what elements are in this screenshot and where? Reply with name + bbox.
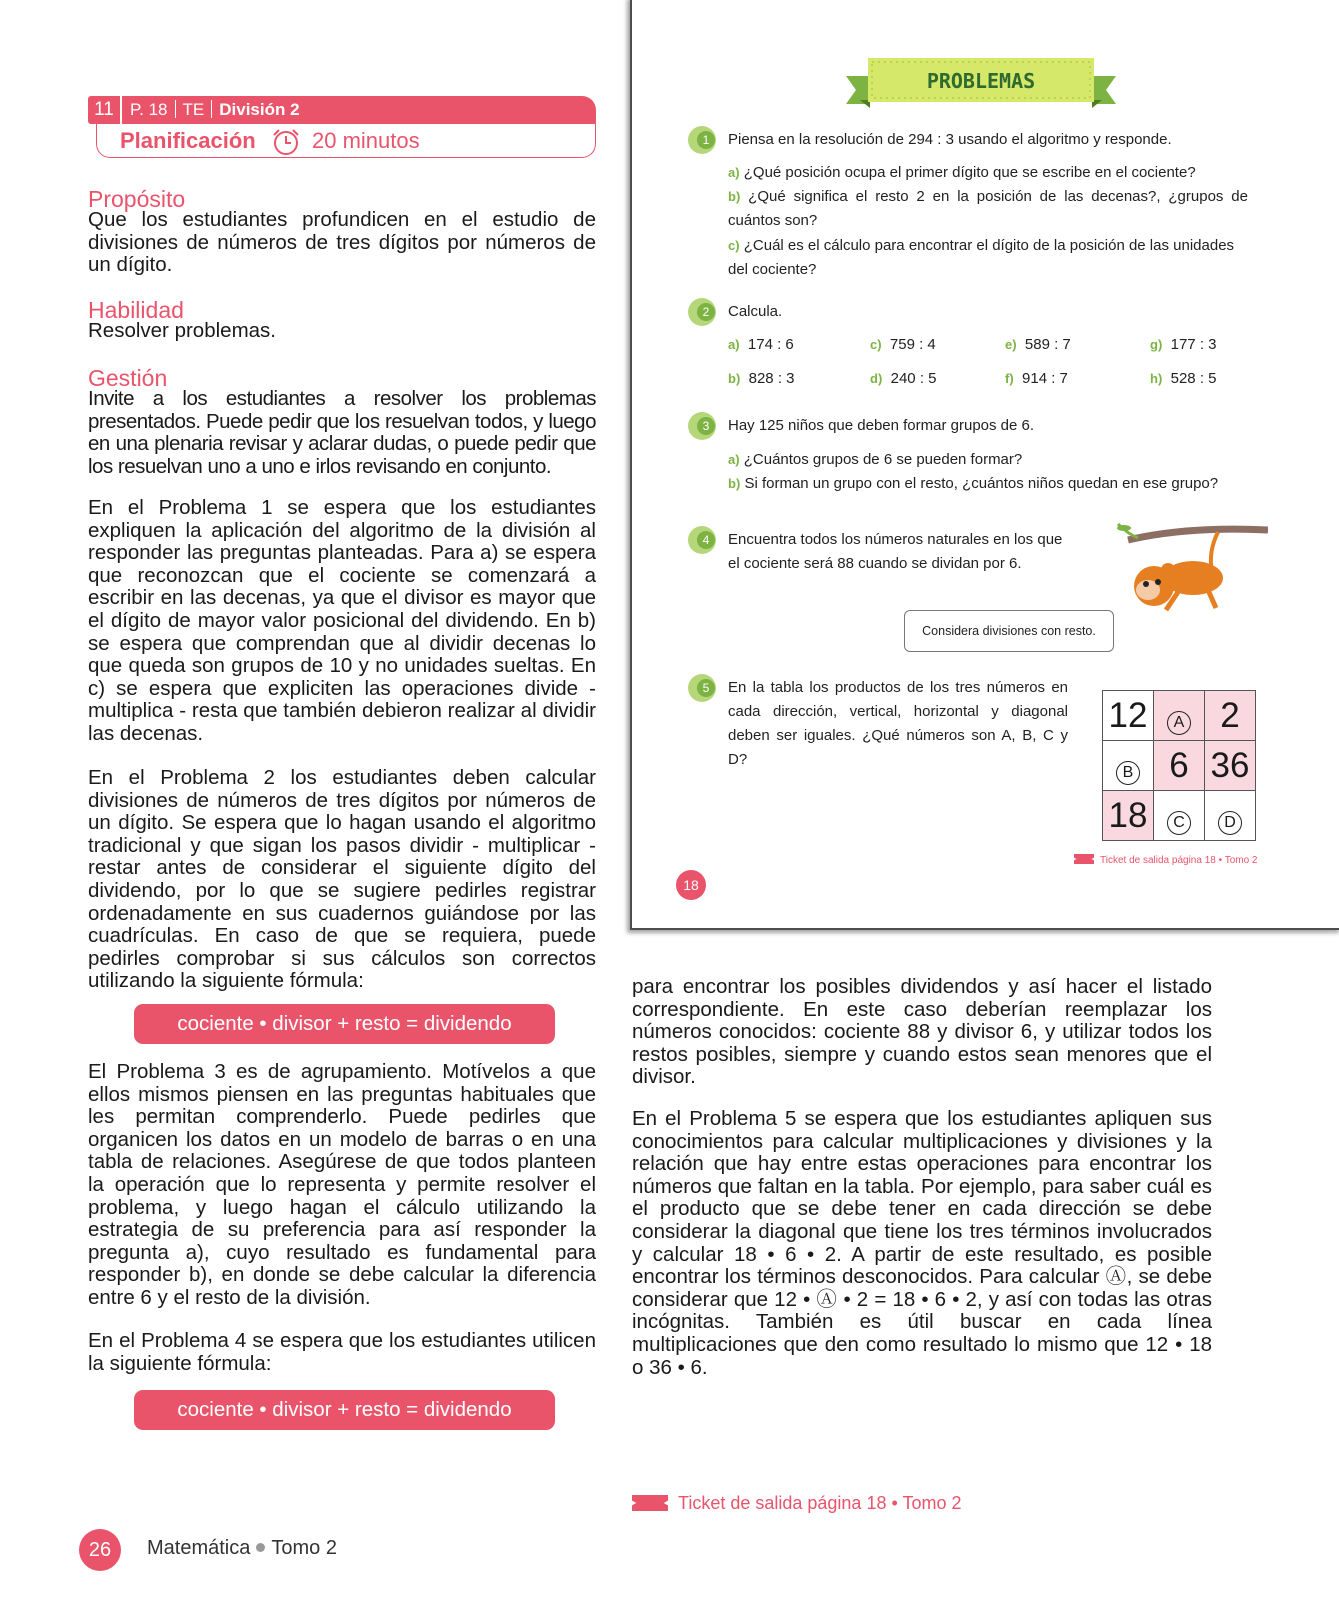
book-ref: TE	[182, 100, 205, 119]
grid-cell: 2	[1205, 691, 1256, 741]
lesson-reference-bar	[122, 96, 596, 124]
formula-box-2: cociente • divisor + resto = dividendo	[134, 1390, 555, 1430]
banner-title: PROBLEMAS	[926, 69, 1036, 93]
ticket-label: Ticket de salida página 18 • Tomo 2	[632, 1493, 961, 1514]
page-number: 26	[79, 1529, 121, 1571]
page-ref: P. 18	[130, 100, 168, 119]
footer-subject: Matemática	[147, 1537, 251, 1559]
grid-cell: 36	[1205, 741, 1256, 791]
habilidad-heading: Habilidad	[88, 297, 184, 323]
calc-e: e) 589 : 7	[1005, 336, 1071, 353]
grid-cell-unknown: A	[1154, 691, 1205, 741]
problem-3-badge: 3	[688, 412, 716, 440]
hint-speech-bubble: Considera divisiones con resto.	[904, 610, 1114, 652]
footer-dot-icon	[256, 1543, 265, 1552]
footer-volume: Tomo 2	[271, 1537, 337, 1559]
ticket-label-small: Ticket de salida página 18 • Tomo 2	[1074, 854, 1258, 866]
calc-g: g) 177 : 3	[1150, 336, 1217, 353]
problem-1-statement: Piensa en la resolución de 294 : 3 usando el algoritmo y responde.	[728, 131, 1172, 148]
lesson-number: 11	[88, 96, 120, 124]
problema-3-text: El Problema 3 es de agrupamiento. Motívelos a que ellos mismos piensen en las preguntas habituales que les permitan comprenderlo. Puede pedirles que organicen los datos en un modelo de barras o en una tabla de relaciones. Asegúrese de que todos planteen la operación que lo representa y permite resolver el problema, y luego hagan el cálculo utilizando la estrategia de su preferencia para así responder la pregunta a), cuyo resultado es fundamental para responder b), en donde se debe calcular la diferencia entre 6 y el resto de la división.	[88, 1060, 596, 1309]
grid-cell-unknown: B	[1103, 741, 1154, 791]
problema-5-text: En el Problema 5 se espera que los estudiantes apliquen sus conocimientos para calcular multiplicaciones y divisiones y la relación que hay entre estas operaciones para encontrar los números que faltan en la tabla. Por ejemplo, para saber cuál es el producto que se debe tener en cada dirección se debe considerar la diagonal que tiene los tres términos involucrados y calcular 18 • 6 • 2. A partir de este resultado, es posible encontrar los términos desconocidos. Para calcular Ⓐ, se debe considerar que 12 • Ⓐ • 2 = 18 • 6 • 2, y así con todas las otras incógnitas. También es útil buscar en cada línea multiplicaciones que den como resultado lo mismo que 12 • 18 o 36 • 6.	[632, 1107, 1212, 1379]
grid-cell-unknown: C	[1154, 791, 1205, 841]
proposito-text: Que los estudiantes profundicen en el estudio de divisiones de números de tres dígitos por números de un dígito.	[88, 208, 596, 277]
calc-b: b) 828 : 3	[728, 370, 795, 387]
ticket-icon	[1074, 854, 1094, 864]
problem-4-statement: Encuentra todos los números naturales en los que el cociente será 88 cuando se dividan por 6.	[728, 531, 1063, 572]
problem-4-badge: 4	[688, 526, 716, 554]
problem-5-statement: En la tabla los productos de los tres números en cada dirección, vertical, horizontal y diagonal deben ser iguales. ¿Qué números son A, B, C y D?	[728, 679, 1068, 768]
gestion-text: Invite a los estudiantes a resolver los problemas presentados. Puede pedir que los resuelvan todos, y luego en una plenaria revisar y aclarar dudas, o puede pedir que los resuelvan uno a uno e irlos revisando en conjunto.	[88, 387, 596, 478]
habilidad-text: Resolver problemas.	[88, 319, 276, 342]
gestion-heading: Gestión	[88, 365, 168, 391]
calc-c: c) 759 : 4	[870, 336, 936, 353]
problem-1-badge: 1	[688, 126, 716, 154]
monkey-illustration	[1098, 520, 1268, 620]
grid-cell-unknown: D	[1205, 791, 1256, 841]
problem-3-item-a: a) ¿Cuántos grupos de 6 se pueden formar?	[728, 451, 1023, 468]
problem-5-badge: 5	[688, 674, 716, 702]
magic-product-grid	[1102, 690, 1256, 841]
problem-1-item-c: c) ¿Cuál es el cálculo para encontrar el dígito de la posición de las unidades del cociente?	[728, 237, 1235, 278]
problem-3-item-b: b) Si forman un grupo con el resto, ¿cuántos niños quedan en ese grupo?	[728, 475, 1219, 492]
problema-1-text: En el Problema 1 se espera que los estudiantes expliquen la aplicación del algoritmo de la división al responder las preguntas planteadas. Para a) se espera que reconozcan que el cociente se comenzará a escribir en las decenas, ya que el divisor es mayor que el dígito de mayor valor posicional del dividendo. En b) se espera que comprendan que al dividir decenas lo que queda son grupos de 10 y no unidades sueltas. En c) se espera que expliciten las operaciones divide - multiplica - resta que también debieron realizar al dividir las decenas.	[88, 496, 596, 745]
problem-1-item-a: a) ¿Qué posición ocupa el primer dígito que se escribe en el cociente?	[728, 164, 1196, 181]
lesson-topic: División 2	[219, 100, 300, 119]
calc-h: h) 528 : 5	[1150, 370, 1217, 387]
planning-title: Planificación	[120, 128, 256, 153]
planning-duration: 20 minutos	[312, 128, 420, 153]
footer-book-info	[147, 1537, 337, 1560]
problem-2-badge: 2	[688, 298, 716, 326]
problem-1-item-b: b) ¿Qué significa el resto 2 en la posición de las decenas?, ¿grupos de cuántos son?	[728, 188, 1248, 229]
student-page-card	[630, 0, 1339, 930]
ticket-icon	[632, 1495, 668, 1511]
grid-cell: 18	[1103, 791, 1154, 841]
clock-icon	[270, 126, 302, 158]
formula-box-1: cociente • divisor + resto = dividendo	[134, 1004, 555, 1044]
grid-cell: 6	[1154, 741, 1205, 791]
calc-d: d) 240 : 5	[870, 370, 937, 387]
problemas-banner	[846, 54, 1116, 112]
student-page-number: 18	[676, 870, 706, 900]
problem-2-statement: Calcula.	[728, 303, 783, 320]
calc-f: f) 914 : 7	[1005, 370, 1068, 387]
proposito-heading: Propósito	[88, 186, 186, 212]
problema-4-text: En el Problema 4 se espera que los estudiantes utilicen la siguiente fórmula:	[88, 1329, 596, 1375]
problema-2-text: En el Problema 2 los estudiantes deben calcular divisiones de números de tres dígitos por números de un dígito. Se espera que lo hagan usando el algoritmo tradicional y que sigan los pasos dividir - multiplicar - restar antes de considerar el siguiente dígito del dividendo, por lo que se sugiere pedirles registrar ordenadamente en sus cuadernos guiándose por las cuadrículas. En caso de que se requiera, puede pedirles comprobar si sus cálculos son correctos utilizando la siguiente fórmula:	[88, 766, 596, 993]
problem-3-statement: Hay 125 niños que deben formar grupos de 6.	[728, 417, 1035, 434]
grid-cell: 12	[1103, 691, 1154, 741]
calc-a: a) 174 : 6	[728, 336, 794, 353]
problema-4-continuation: para encontrar los posibles dividendos y así hacer el listado correspondiente. En este caso deberían reemplazar los números conocidos: cociente 88 y divisor 6, y utilizar todos los restos posibles, siempre y cuando estos sean menores que el divisor.	[632, 975, 1212, 1089]
